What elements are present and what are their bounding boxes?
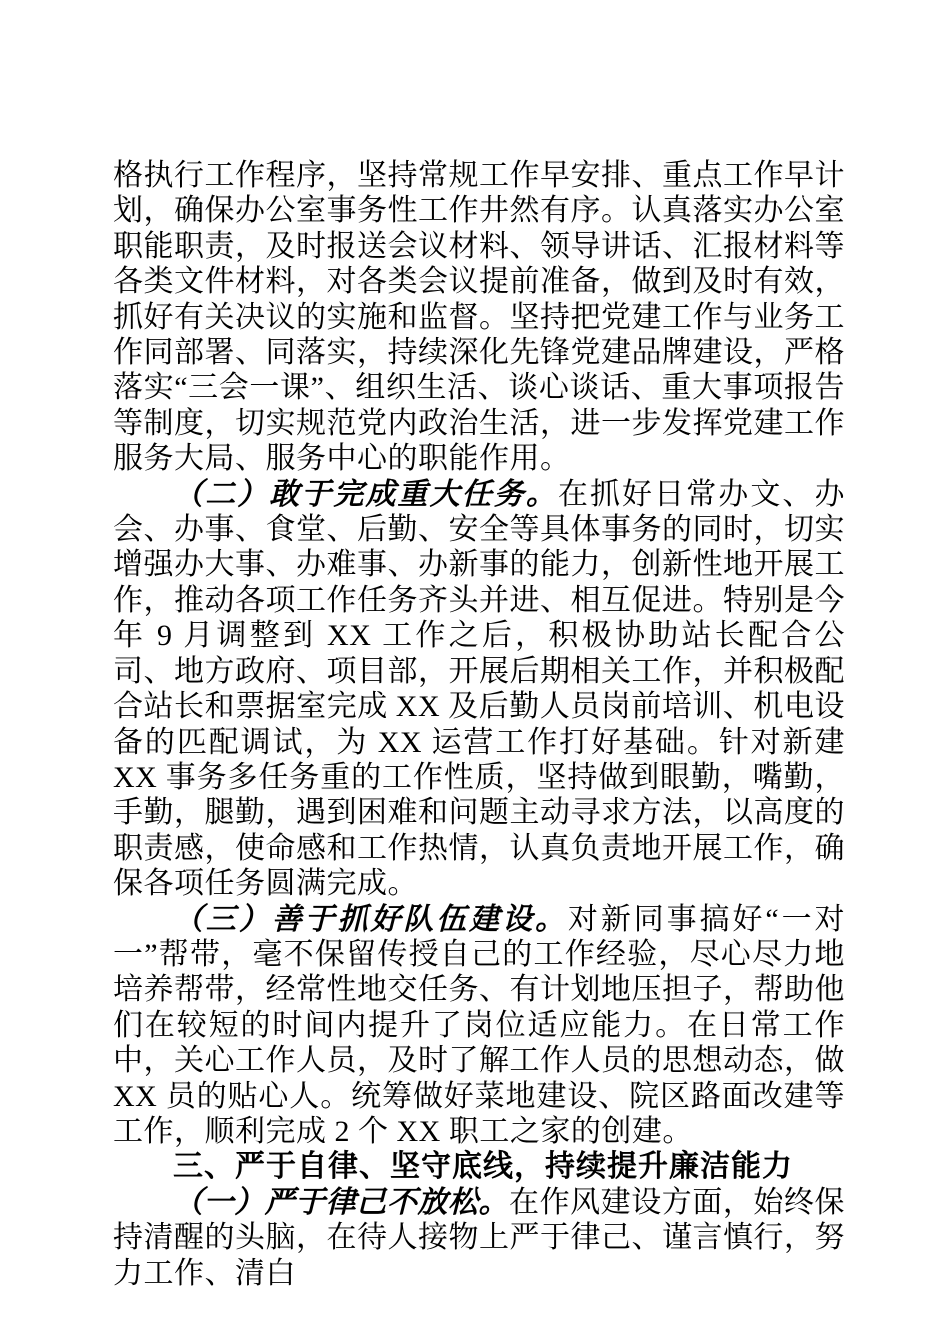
sub-item-2-text: 在抓好日常办文、办会、办事、食堂、后勤、安全等具体事务的同时，切实增强办大事、办难事、办新事的能力，创新性地开展工作，推动各项工作任务齐头并进、相互促进。特别是今年 9 月调整到 XX 工作之后，积极协助站长配合公司、地方政府、项目部，开展后期相关工作，并积极配合站长和票据室完成 XX 及后勤人员岗前培训、机电设备的匹配调试，为 XX 运营工作打好基础。针对新建 XX 事务多任务重的工作性质，坚持做到眼勤，嘴勤，手勤，腿勤，遇到困难和问题主动寻求方法，以高度的职责感，使命感和工作热情，认真负责地开展工作，确保各项任务圆满完成。 (113, 477, 846, 901)
paragraph-sub-item-1 (113, 1185, 845, 1291)
sub-item-2-lead: （二）敢于完成重大任务。 (173, 477, 558, 511)
paragraph-sub-item-3 (113, 902, 845, 1150)
sub-item-3-text: 对新同事搞好“一对一”帮带，毫不保留传授自己的工作经验，尽心尽力地培养帮带，经常性地交任务、有计划地压担子，帮助他们在较短的时间内提升了岗位适应能力。在日常工作中，关心工作人员，及时了解工作人员的思想动态，做 XX 员的贴心人。统筹做好菜地建设、院区路面改建等工作，顺利完成 2 个 XX 职工之家的创建。 (113, 902, 845, 1148)
sub-item-3-lead: （三）善于抓好队伍建设。 (173, 902, 568, 936)
paragraph-sub-item-2 (113, 477, 845, 902)
document-body (113, 158, 845, 1291)
sub-item-1-text: 在作风建设方面，始终保持清醒的头脑，在待人接物上严于律己、谨言慎行，努力工作、清白 (113, 1185, 846, 1290)
paragraph-continuation: 格执行工作程序，坚持常规工作早安排、重点工作早计划，确保办公室事务性工作井然有序。认真落实办公室职能职责，及时报送会议材料、领导讲话、汇报材料等各类文件材料，对各类会议提前准备，做到及时有效，抓好有关决议的实施和监督。坚持把党建工作与业务工作同部署、同落实，持续深化先锋党建品牌建设，严格落实“三会一课”、组织生活、谈心谈话、重大事项报告等制度，切实规范党内政治生活，进一步发挥党建工作服务大局、服务中心的职能作用。 (113, 159, 845, 476)
sub-item-1-lead: （一）严于律己不放松。 (173, 1185, 510, 1219)
section-heading-3: 三、严于自律、坚守底线，持续提升廉洁能力 (173, 1150, 793, 1184)
